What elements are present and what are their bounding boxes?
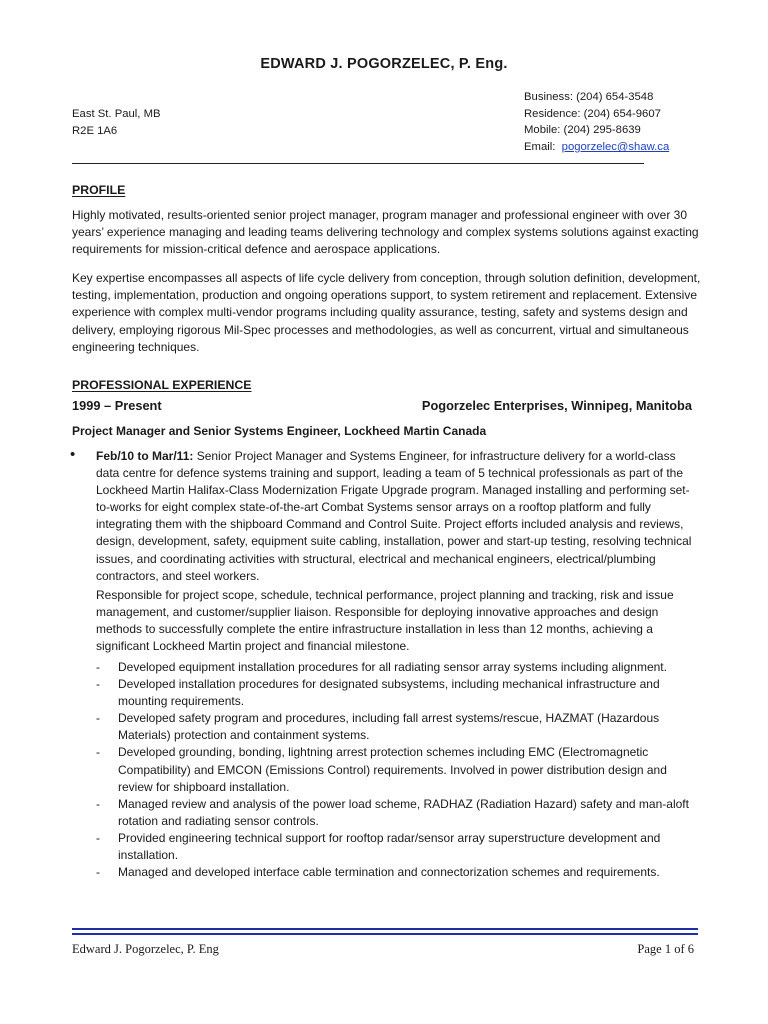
mobile-phone: Mobile: (204) 295-8639 — [524, 124, 641, 137]
experience-heading: PROFESSIONAL EXPERIENCE — [72, 378, 252, 392]
bullet-marker: • — [70, 446, 76, 463]
address-line-city: East St. Paul, MB — [72, 108, 161, 120]
job-role: Project Manager and Senior Systems Engineer, Lockheed Martin Canada — [72, 424, 487, 438]
email-line — [524, 139, 669, 156]
profile-paragraph-2: Key expertise encompasses all aspects of life cycle delivery from conception, through solution definition, development, testing, implementation, production and ongoing operations support, to system retirement and replacement. Extensive experience with complex multi-vendor programs including quality assurance, testing, safety and systems design and delivery, employing rigorous Mil-Spec processes and methodologies, as well as concurrent, virtual and simultaneous engineering techniques. — [72, 271, 701, 354]
engagement-dates: Feb/10 to Mar/11: — [96, 449, 194, 463]
list-item: - Managed and developed interface cable termination and connectorization schemes and requirements. — [96, 865, 660, 880]
residence-phone: Residence: (204) 654-9607 — [524, 107, 661, 120]
employment-period: 1999 – Present — [72, 398, 162, 413]
profile-heading: PROFILE — [72, 183, 126, 197]
list-item: - Developed installation procedures for designated subsystems, including mechanical infrastructure and mounting requirements. — [96, 677, 660, 709]
engagement-description — [96, 448, 702, 585]
page-number: Page 1 of 6 — [637, 942, 694, 956]
achievement-list — [96, 659, 702, 881]
responsibility-paragraph: Responsible for project scope, schedule, technical performance, project planning and tracking, risk and issue management, and customer/supplier liaison. Responsible for deploying innovative approaches and design methods to successfully complete the entire infrastructure installation in less than 12 months, achieving a significant Lockheed Martin project and financial milestone. — [96, 588, 674, 654]
list-item: - Provided engineering technical support for rooftop radar/sensor array superstructure development and installation. — [96, 830, 661, 863]
list-item: - Managed review and analysis of the power load scheme, RADHAZ (Radiation Hazard) safety and man-aloft rotation and radiating sensor controls. — [96, 796, 689, 828]
address-block — [72, 106, 161, 139]
employer: Pogorzelec Enterprises, Winnipeg, Manitoba — [421, 398, 692, 413]
footer-rule — [72, 928, 698, 930]
profile-paragraph-1: Highly motivated, results-oriented senior project manager, program manager and professional engineer with over 30 years’ experience managing and leading teams delivering technology and complex systems solutions against exacting requirements for mission-critical defence and aerospace applications. — [72, 208, 699, 257]
contact-block — [524, 89, 669, 156]
list-item: - Developed equipment installation procedures for all radiating sensor array systems including alignment. — [96, 660, 667, 674]
footer-rule — [72, 933, 698, 935]
email-label: Email: — [524, 141, 562, 154]
engagement-text: Senior Project Manager and Systems Engineer, for infrastructure delivery for a world-class data centre for defence systems training and support, leading a team of 5 technical professionals as part of the Lockheed Martin Halifax-Class Modernization Frigate Upgrade program. Managed installing and performing set-to-works for eight complex state-of-the-art Combat Systems sensor arrays on a rooftop platform and fully integrating them with the shipboard Command and Control Suite. Project efforts included analysis and reviews, design, development, safety, equipment suite cabling, installation, power and start-up testing, resolving technical issues, and coordinating activities with structural, electrical and mechanical engineers, electrical/plumbing contractors, and steel workers. — [96, 449, 692, 583]
header-divider — [72, 163, 644, 164]
candidate-name: EDWARD J. POGORZELEC, P. Eng. — [260, 56, 508, 72]
footer-author: Edward J. Pogorzelec, P. Eng — [72, 942, 219, 956]
email-link[interactable]: pogorzelec@shaw.ca — [561, 141, 670, 154]
list-item: - Developed grounding, bonding, lightning arrest protection schemes including EMC (Electromagnetic Compatibility) and EMCON (Emissions Control) requirements. Involved in power distribution design and review for shipboard installation. — [96, 745, 667, 794]
business-phone: Business: (204) 654-3548 — [524, 91, 654, 103]
address-line-postal: R2E 1A6 — [72, 124, 118, 137]
list-item: - Developed safety program and procedures, including fall arrest systems/rescue, HAZMAT (Hazardous Materials) protection and containment systems. — [96, 711, 660, 743]
